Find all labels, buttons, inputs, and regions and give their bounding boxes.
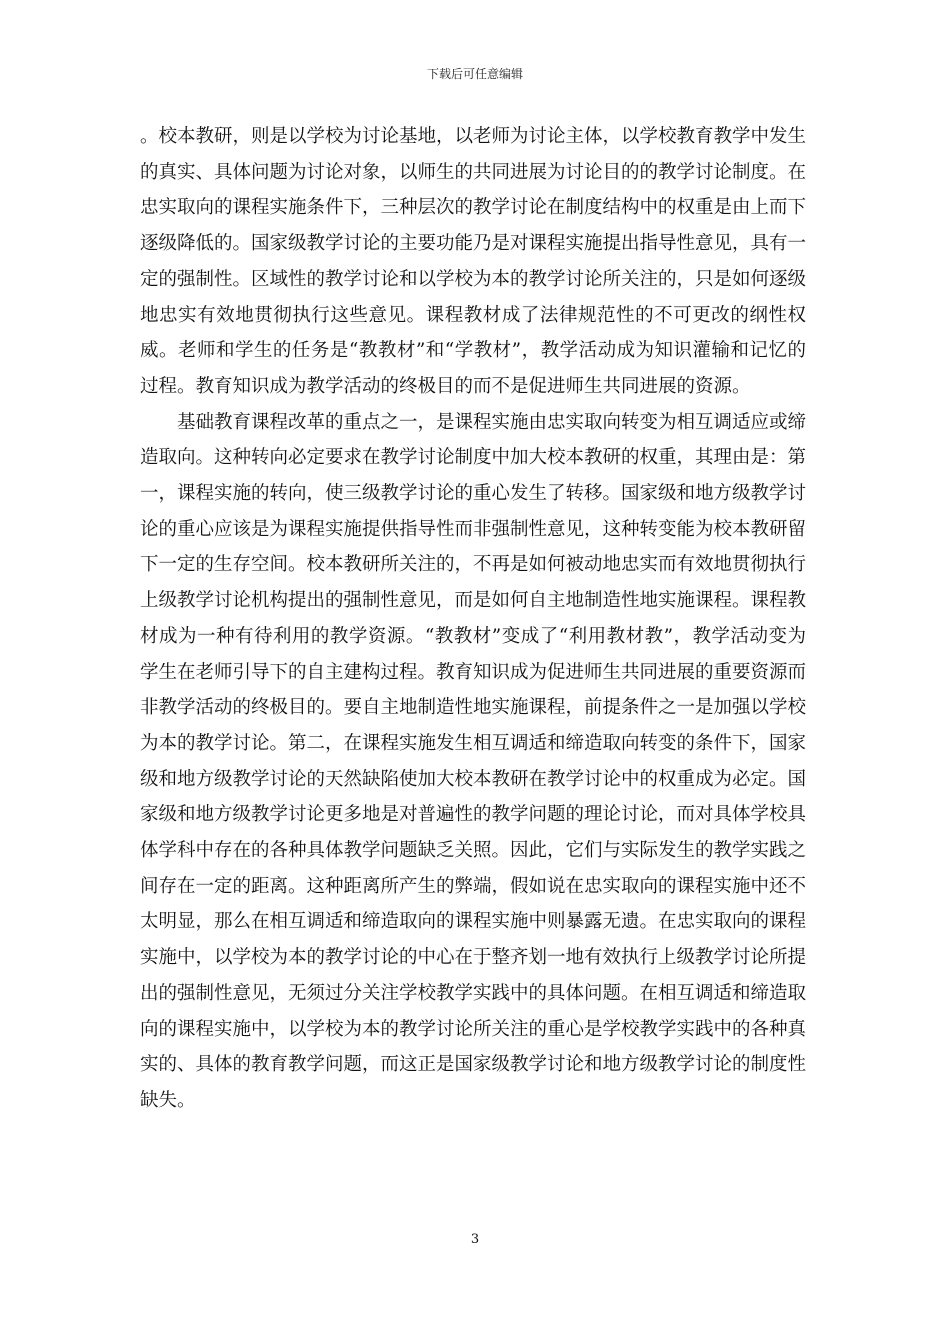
- page-header: 下载后可任意编辑: [426, 67, 523, 81]
- body-text: [140, 119, 806, 1119]
- paragraph-1: 。校本教研，则是以学校为讨论基地，以老师为讨论主体，以学校教育教学中发生的真实、具体问题为讨论对象，以师生的共同进展为讨论目的的教学讨论制度。在忠实取向的课程实施条件下，三种层次的教学讨论在制度结构中的权重是由上而下逐级降低的。国家级教学讨论的主要功能乃是对课程实施提出指导性意见，具有一定的强制性。区域性的教学讨论和以学校为本的教学讨论所关注的，只是如何逐级地忠实有效地贯彻执行这些意见。课程教材成了法律规范性的不可更改的纲性权威。老师和学生的任务是“教教材”和“学教材”，教学活动成为知识灌输和记忆的过程。教育知识成为教学活动的终极目的而不是促进师生共同进展的资源。: [140, 126, 807, 397]
- paragraph-2: 基础教育课程改革的重点之一，是课程实施由忠实取向转变为相互调适应或缔造取向。这种转向必定要求在教学讨论制度中加大校本教研的权重，其理由是：第一，课程实施的转向，使三级教学讨论的重心发生了转移。国家级和地方级教学讨论的重心应该是为课程实施提供指导性而非强制性意见，这种转变能为校本教研留下一定的生存空间。校本教研所关注的，不再是如何被动地忠实而有效地贯彻执行上级教学讨论机构提出的强制性意见，而是如何自主地制造性地实施课程。课程教材成为一种有待利用的教学资源。“教教材”变成了“利用教材教”，教学活动变为学生在老师引导下的自主建构过程。教育知识成为促进师生共同进展的重要资源而非教学活动的终极目的。要自主地制造性地实施课程，前提条件之一是加强以学校为本的教学讨论。第二，在课程实施发生相互调适和缔造取向转变的条件下，国家级和地方级教学讨论的天然缺陷使加大校本教研在教学讨论中的权重成为必定。国家级和地方级教学讨论更多地是对普遍性的教学问题的理论讨论，而对具体学校具体学科中存在的各种具体教学问题缺乏关照。因此，它们与实际发生的教学实践之间存在一定的距离。这种距离所产生的弊端，假如说在忠实取向的课程实施中还不太明显，那么在相互调适和缔造取向的课程实施中则暴露无遗。在忠实取向的课程实施中，以学校为本的教学讨论的中心在于整齐划一地有效执行上级教学讨论所提出的强制性意见，无须过分关注学校教学实践中的具体问题。在相互调适和缔造取向的课程实施中，以学校为本的教学讨论所关注的重心是学校教学实践中的各种真实的、具体的教育教学问题，而这正是国家级教学讨论和地方级教学讨论的制度性缺失。: [140, 411, 807, 1111]
- page-number: 3: [470, 1232, 480, 1247]
